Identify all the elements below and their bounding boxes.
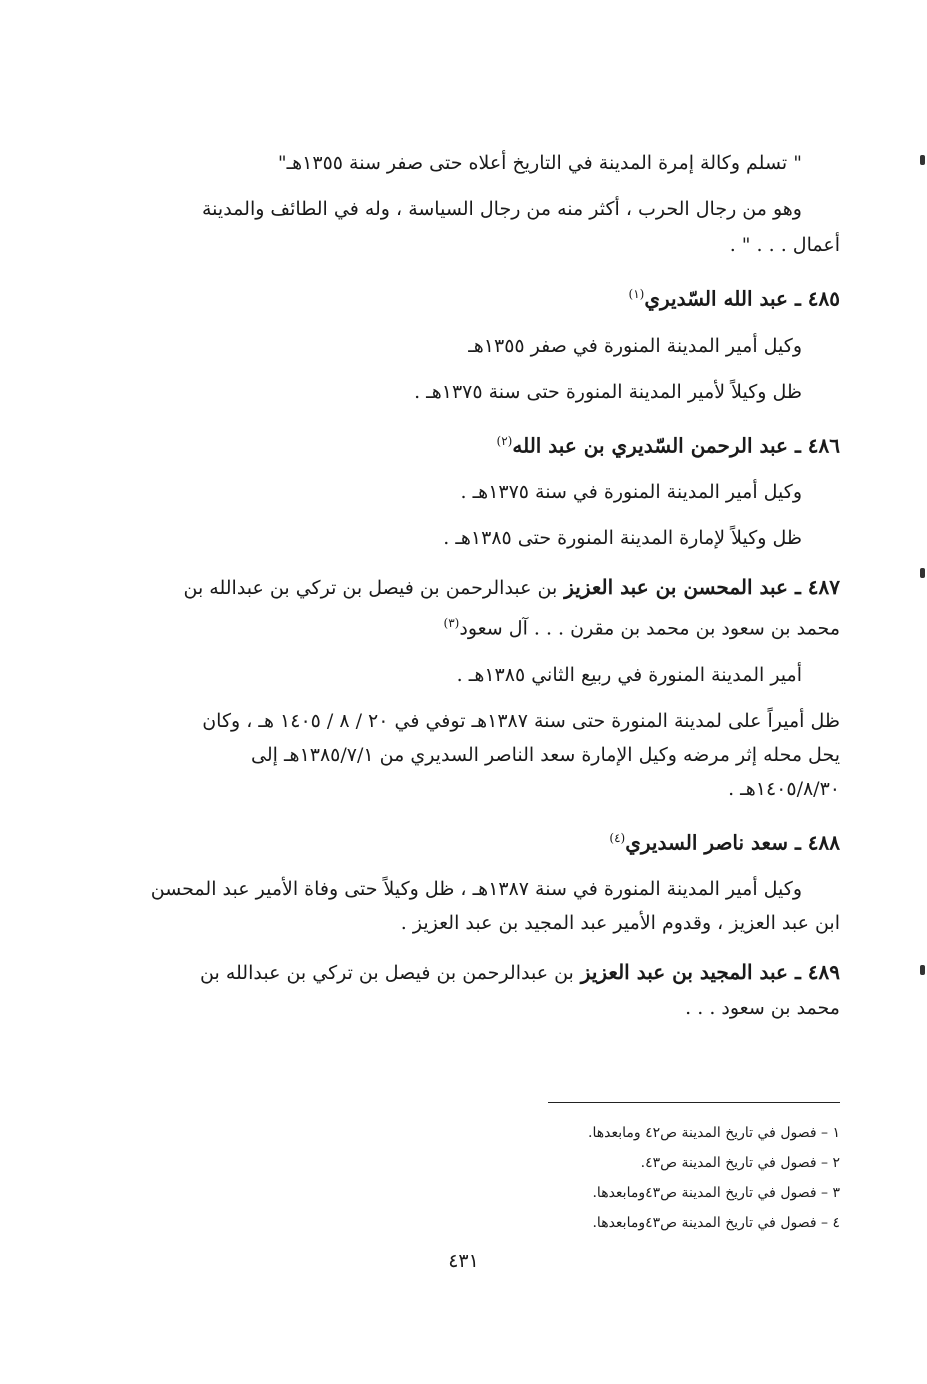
footnote-1: ١ – فصول في تاريخ المدينة ص٤٢ ومابعدها. — [588, 1125, 840, 1141]
entry-name: عبد المحسن بن عبد العزيز — [564, 575, 788, 600]
entry-line: أمير المدينة المنورة في ربيع الثاني ١٣٨٥هـ . — [456, 663, 802, 686]
entry-number: ٤٨٧ ـ — [794, 575, 840, 600]
entry-heading-487 — [140, 573, 840, 602]
scan-edge-mark — [920, 155, 925, 165]
entry-number: ٤٨٦ ـ — [794, 433, 840, 458]
footnote-ref: (٤) — [609, 830, 626, 845]
footnote-2: ٢ – فصول في تاريخ المدينة ص٤٣. — [640, 1155, 840, 1171]
entry-line: ظل أميراً على لمدينة المنورة حتى سنة ١٣٨٧هـ توفي في ٢٠ / ٨ / ١٤٠٥ هـ ، وكان — [202, 709, 840, 732]
entry-line: ظل وكيلاً لأمير المدينة المنورة حتى سنة ١٣٧٥هـ . — [414, 380, 802, 403]
entry-line: ١٤٠٥/٨/٣٠هـ . — [728, 777, 840, 800]
footnote-ref: (١) — [628, 287, 645, 301]
footnote-divider — [548, 1102, 840, 1103]
entry-heading-489 — [140, 958, 840, 987]
scan-edge-mark — [920, 965, 925, 975]
entry-line: وكيل أمير المدينة المنورة في سنة ١٣٧٥هـ . — [460, 481, 802, 504]
footnote-3: ٣ – فصول في تاريخ المدينة ص٤٣ومابعدها. — [592, 1185, 840, 1201]
entry-lineage-cont: محمد بن سعود بن محمد بن مقرن . . . آل سعود$^{(٣)}$ — [443, 616, 840, 640]
entry-line: يحل محله إثر مرضه وكيل الإمارة سعد الناصر السديري من ١٣٨٥/٧/١هـ إلى — [251, 743, 840, 766]
entry-name: عبد الرحمن السّديري بن عبد الله — [512, 433, 788, 458]
footnote-ref: (٢) — [496, 433, 513, 448]
entry-name: سعد ناصر السديري — [625, 830, 788, 855]
entry-number: ٤٨٩ ـ — [794, 960, 840, 985]
entry-heading-486 — [140, 427, 840, 460]
page-number: ٤٣١ — [448, 1250, 479, 1272]
entry-heading-485 — [140, 280, 840, 313]
footnotes — [500, 1118, 840, 1238]
entry-number: ٤٨٥ ـ — [794, 286, 840, 311]
entry-line: وكيل أمير المدينة المنورة في صفر ١٣٥٥هـ — [468, 334, 802, 357]
entry-line: ظل وكيلاً لإمارة المدينة المنورة حتى ١٣٨٥هـ . — [443, 527, 802, 550]
footnote-ref: (٣) — [443, 616, 460, 631]
entry-lineage: بن عبدالرحمن بن فيصل بن تركي بن عبدالله بن — [200, 962, 574, 985]
scan-edge-mark — [920, 568, 925, 578]
entry-heading-488 — [140, 824, 840, 857]
entry-name: عبد المجيد بن عبد العزيز — [580, 960, 788, 985]
entry-line: ابن عبد العزيز ، وقدوم الأمير عبد المجيد بن عبد العزيز . — [400, 912, 840, 935]
footnote-4: ٤ – فصول في تاريخ المدينة ص٤٣ومابعدها. — [592, 1215, 840, 1231]
entry-lineage: بن عبدالرحمن بن فيصل بن تركي بن عبدالله بن — [183, 577, 558, 600]
quote-line: " تسلم وكالة إمرة المدينة في التاريخ أعلاه حتى صفر سنة ١٣٥٥هـ" — [277, 152, 802, 174]
entry-line: وكيل أمير المدينة المنورة في سنة ١٣٨٧هـ ، ظل وكيلاً حتى وفاة الأمير عبد المحسن — [150, 878, 802, 901]
entry-lineage-cont: محمد بن سعود . . . — [685, 997, 840, 1020]
page-body — [140, 150, 840, 1021]
quote-line-2b: أعمال . . . " . — [729, 234, 840, 256]
entry-number: ٤٨٨ ـ — [794, 830, 840, 855]
entry-name: عبد الله السّديري — [644, 286, 788, 311]
quote-line-2a: وهو من رجال الحرب ، أكثر منه من رجال السياسة ، وله في الطائف والمدينة — [201, 198, 802, 220]
